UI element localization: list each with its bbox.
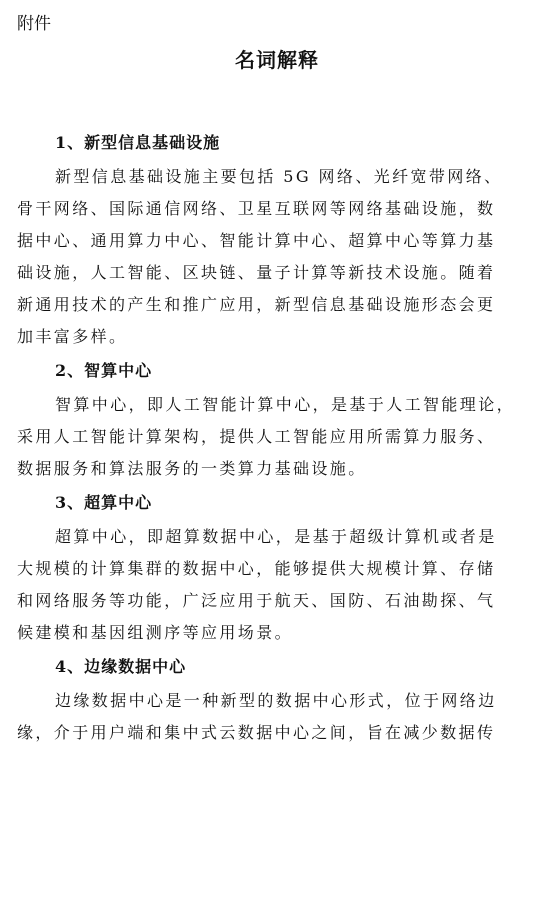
document-title: 名词解释	[235, 48, 319, 72]
section-supercomputing-center	[17, 485, 551, 649]
paragraph-line: 边缘数据中心是一种新型的数据中心形式，位于网络边	[55, 691, 497, 710]
section-heading: 2、智算中心	[55, 361, 153, 380]
section-paragraph	[17, 521, 551, 649]
paragraph-line: 新通用技术的产生和推广应用，新型信息基础设施形态会更	[17, 295, 496, 314]
section-paragraph	[17, 161, 551, 353]
section-heading: 1、新型信息基础设施	[55, 133, 221, 152]
paragraph-line: 超算中心，即超算数据中心，是基于超级计算机或者是	[55, 527, 497, 546]
paragraph-line: 大规模的计算集群的数据中心，能够提供大规模计算、存储	[17, 559, 496, 578]
paragraph-line: 骨干网络、国际通信网络、卫星互联网等网络基础设施，数	[17, 199, 496, 218]
paragraph-line: 智算中心，即人工智能计算中心，是基于人工智能理论，	[55, 395, 516, 414]
section-heading: 3、超算中心	[55, 493, 153, 512]
paragraph-line: 加丰富多样。	[17, 327, 128, 346]
paragraph-line: 和网络服务等功能，广泛应用于航天、国防、石油勘探、气	[17, 591, 496, 610]
section-new-infrastructure	[17, 125, 551, 353]
attachment-label: 附件	[17, 14, 51, 34]
paragraph-line: 据中心、通用算力中心、智能计算中心、超算中心等算力基	[17, 231, 496, 250]
paragraph-line: 采用人工智能计算架构，提供人工智能应用所需算力服务、	[17, 427, 496, 446]
section-intelligent-computing-center	[17, 353, 551, 485]
section-paragraph	[17, 389, 551, 485]
paragraph-line: 新型信息基础设施主要包括 5G 网络、光纤宽带网络、	[55, 167, 503, 186]
document-body	[17, 125, 551, 749]
section-edge-data-center	[17, 649, 551, 749]
paragraph-line: 数据服务和算法服务的一类算力基础设施。	[17, 459, 367, 478]
paragraph-line: 础设施，人工智能、区块链、量子计算等新技术设施。随着	[17, 263, 496, 282]
paragraph-line: 候建模和基因组测序等应用场景。	[17, 623, 294, 642]
paragraph-line: 缘，介于用户端和集中式云数据中心之间，旨在减少数据传	[17, 723, 496, 742]
section-paragraph	[17, 685, 551, 749]
section-heading: 4、边缘数据中心	[55, 657, 187, 676]
